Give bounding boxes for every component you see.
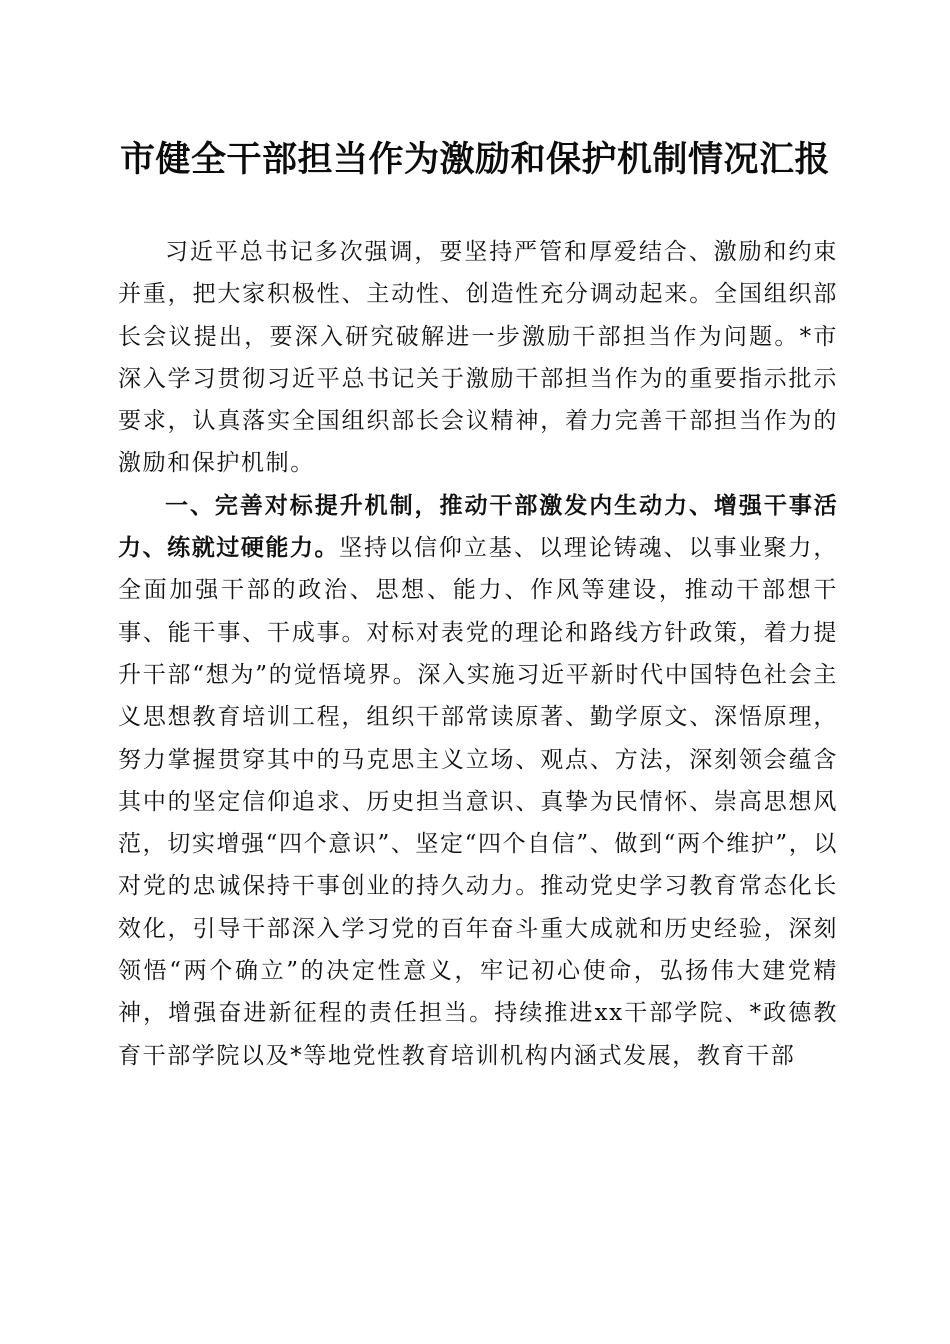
intro-paragraph: [118, 231, 838, 485]
intro-paragraph-text: 习近平总书记多次强调，要坚持严管和厚爱结合、激励和约束并重，把大家积极性、主动性、创造性充分调动起来。全国组织部长会议提出，要深入研究破解进一步激励干部担当作为问题。*市深入学习贯彻习近平总书记关于激励干部担当作为的重要指示批示要求，认真落实全国组织部长会议精神，着力完善干部担当作为的激励和保护机制。: [118, 239, 838, 477]
section-one-heading: 一、完善对标提升机制，推动干部激发内生动力、增强干事活力、练就过硬能力。: [118, 492, 838, 562]
document-title: 市健全干部担当作为激励和保护机制情况汇报: [119, 139, 830, 180]
section-one-text: 坚持以信仰立基、以理论铸魂、以事业聚力，全面加强干部的政治、思想、能力、作风等建设，推动干部想干事、能干事、干成事。对标对表党的理论和路线方针政策，着力提升干部“想为”的觉悟境界。深入实施习近平新时代中国特色社会主义思想教育培训工程，组织干部常读原著、勤学原文、深悟原理，努力掌握贯穿其中的马克思主义立场、观点、方法，深刻领会蕴含其中的坚定信仰追求、历史担当意识、真挚为民情怀、崇高思想风范，切实增强“四个意识”、坚定“四个自信”、做到“两个维护”，以对党的忠诚保持干事创业的持久动力。推动党史学习教育常态化长效化，引导干部深入学习党的百年奋斗重大成就和历史经验，深刻领悟“两个确立”的决定性意义，牢记初心使命，弘扬伟大建党精神，增强奋进新征程的责任担当。持续推进xx干部学院、*政德教育干部学院以及*等地党性教育培训机构内涵式发展，教育干部: [118, 535, 838, 1069]
section-one-paragraph: [118, 485, 838, 1077]
document-body: [118, 231, 838, 1077]
